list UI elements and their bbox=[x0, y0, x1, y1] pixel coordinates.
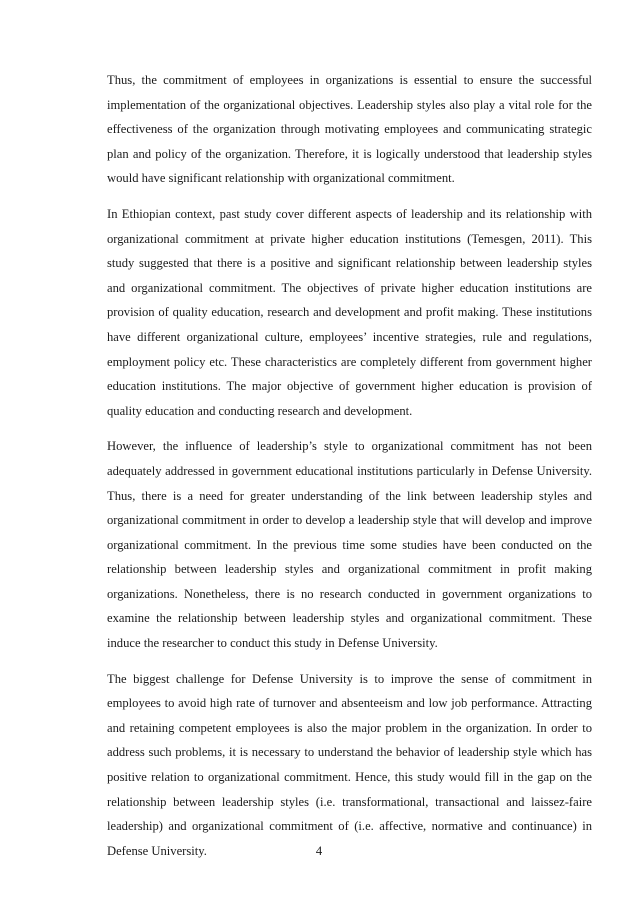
paragraph-biggest-challenge: The biggest challenge for Defense University is to improve the sense of commitment in employees to avoid high rate of turnover and absenteeism and low job performance. Attracting and retaining competent employees is also the major problem in the organization. In order to address such problems, it is necessary to understand the behavior of leadership style which has positive relation to organizational commitment. Hence, this study would fill in the gap on the relationship between leadership styles (i.e. transformational, transactional and laissez-faire leadership) and organizational commitment of (i.e. affective, normative and continuance) in Defense University. bbox=[107, 671, 592, 858]
document-body bbox=[107, 68, 592, 874]
paragraph-research-gap: However, the influence of leadership’s style to organizational commitment has not been adequately addressed in government educational institutions particularly in Defense University. Thus, there is a need for greater understanding of the link between leadership styles and organizational commitment in order to develop a leadership style that will develop and improve organizational commitment. In the previous time some studies have been conducted on the relationship between leadership styles and organizational commitment in profit making organizations. Nonetheless, there is no research conducted in government organizations to examine the relationship between leadership styles and organizational commitment. These induce the researcher to conduct this study in Defense University. bbox=[107, 439, 592, 651]
page-number: 4 bbox=[315, 844, 323, 858]
paragraph-commitment-intro: Thus, the commitment of employees in organizations is essential to ensure the successful implementation of the organizational objectives. Leadership styles also play a vital role for the effectiveness of the organization through motivating employees and communicating strategic plan and policy of the organization. Therefore, it is logically understood that leadership styles would have significant relationship with organizational commitment. bbox=[107, 73, 592, 186]
paragraph-ethiopian-context: In Ethiopian context, past study cover different aspects of leadership and its relationship with organizational commitment at private higher education institutions (Temesgen, 2011). This study suggested that there is a positive and significant relationship between leadership styles and organizational commitment. The objectives of private higher education institutions are provision of quality education, research and development and profit making. These institutions have different organizational culture, employees’ incentive strategies, rule and regulations, employment policy etc. These characteristics are completely different from government higher education institutions. The major objective of government higher education is provision of quality education and conducting research and development. bbox=[107, 206, 592, 418]
